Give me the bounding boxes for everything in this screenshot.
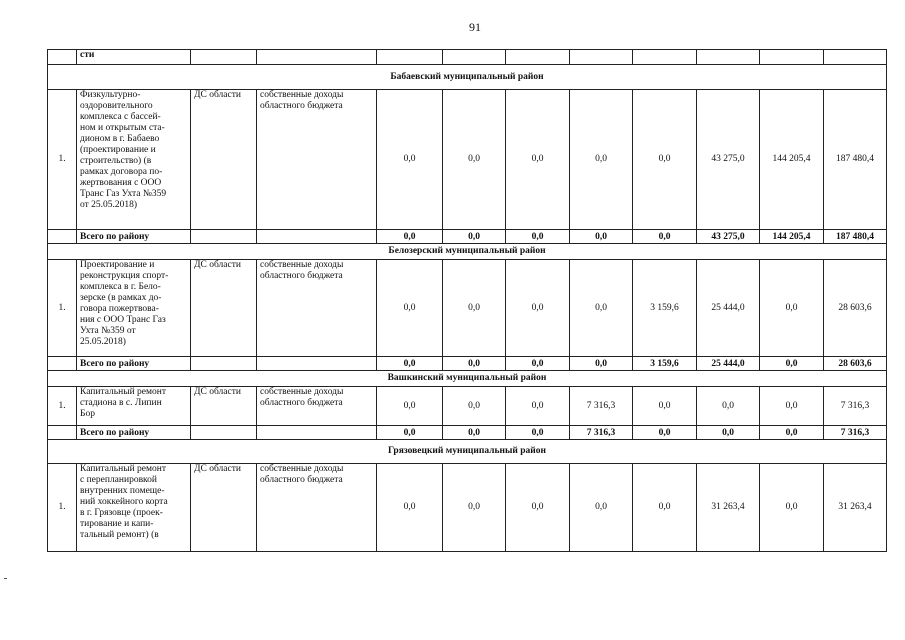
object-name-line: Ухта №359 от bbox=[80, 326, 136, 336]
value-cell: 187 480,4 bbox=[824, 90, 887, 230]
object-name-line: с перепланировкой bbox=[80, 475, 158, 485]
section-title: Белозерский муниципальный район bbox=[48, 244, 887, 260]
customer: ДС области bbox=[191, 260, 257, 357]
funding-source: собственные доходы областного бюджета bbox=[257, 464, 377, 552]
value-cell: 7 316,3 bbox=[824, 387, 887, 426]
value-cell: 0,0 bbox=[760, 387, 824, 426]
table-row bbox=[48, 464, 887, 552]
object-name-line: стадиона в с. Липин bbox=[80, 398, 162, 408]
section-title: Грязовецкий муниципальный район bbox=[48, 440, 887, 464]
value-cell: 7 316,3 bbox=[570, 387, 633, 426]
total-value: 0,0 bbox=[506, 426, 570, 440]
total-value: 0,0 bbox=[443, 426, 506, 440]
total-value: 0,0 bbox=[506, 230, 570, 244]
object-name-line: ном и открытым ста- bbox=[80, 123, 165, 133]
section-header-row bbox=[48, 244, 887, 260]
total-value: 0,0 bbox=[443, 230, 506, 244]
object-name-line: говора пожертвова- bbox=[80, 304, 159, 314]
object-name-line: зерске (в рамках до- bbox=[80, 293, 162, 303]
object-name-line: строительство) (в bbox=[80, 156, 152, 166]
scan-mark bbox=[4, 578, 7, 579]
object-name-line: комплекса с бассей- bbox=[80, 112, 161, 122]
total-value: 43 275,0 bbox=[697, 230, 760, 244]
row-number: 1. bbox=[48, 387, 77, 426]
continuation-row bbox=[48, 50, 887, 65]
section-header-row bbox=[48, 440, 887, 464]
table-row bbox=[48, 387, 887, 426]
object-name bbox=[77, 260, 191, 357]
customer: ДС области bbox=[191, 387, 257, 426]
total-value: 3 159,6 bbox=[633, 357, 697, 371]
total-row bbox=[48, 230, 887, 244]
value-cell: 0,0 bbox=[633, 387, 697, 426]
value-cell: 0,0 bbox=[377, 260, 443, 357]
value-cell: 0,0 bbox=[377, 387, 443, 426]
object-name-line: Физкультурно- bbox=[80, 90, 141, 100]
object-name-line: Проектирование и bbox=[80, 260, 155, 270]
total-value: 7 316,3 bbox=[824, 426, 887, 440]
value-cell: 0,0 bbox=[443, 464, 506, 552]
object-name-line: (проектирование и bbox=[80, 145, 156, 155]
section-header-row bbox=[48, 371, 887, 387]
value-cell: 31 263,4 bbox=[824, 464, 887, 552]
customer: ДС области bbox=[191, 464, 257, 552]
value-cell: 25 444,0 bbox=[697, 260, 760, 357]
object-name-line: тальный ремонт) (в bbox=[80, 530, 159, 540]
object-name-line: комплекса в г. Бело- bbox=[80, 282, 161, 292]
row-number: 1. bbox=[48, 464, 77, 552]
value-cell: 0,0 bbox=[697, 387, 760, 426]
total-value: 0,0 bbox=[633, 426, 697, 440]
value-cell: 0,0 bbox=[377, 90, 443, 230]
total-label: Всего по району bbox=[77, 230, 191, 244]
table-row bbox=[48, 260, 887, 357]
total-value: 0,0 bbox=[506, 357, 570, 371]
total-label: Всего по району bbox=[77, 357, 191, 371]
object-name-line: тирование и капи- bbox=[80, 519, 154, 529]
object-name-line: в г. Грязовце (проек- bbox=[80, 508, 163, 518]
object-name-line: дионом в г. Бабаево bbox=[80, 134, 160, 144]
object-name-line: ний хоккейного корта bbox=[80, 497, 168, 507]
value-cell: 0,0 bbox=[443, 90, 506, 230]
object-name-line: Капитальный ремонт bbox=[80, 387, 167, 397]
object-name-line: от 25.05.2018) bbox=[80, 200, 138, 210]
value-cell: 31 263,4 bbox=[697, 464, 760, 552]
object-name-line: рамках договора по- bbox=[80, 167, 163, 177]
value-cell: 3 159,6 bbox=[633, 260, 697, 357]
total-value: 0,0 bbox=[570, 230, 633, 244]
total-row bbox=[48, 426, 887, 440]
value-cell: 0,0 bbox=[570, 90, 633, 230]
value-cell: 144 205,4 bbox=[760, 90, 824, 230]
object-name-line: Транс Газ Ухта №359 bbox=[80, 189, 167, 199]
total-value: 187 480,4 bbox=[824, 230, 887, 244]
object-name bbox=[77, 90, 191, 230]
total-label: Всего по району bbox=[77, 426, 191, 440]
total-value: 0,0 bbox=[377, 357, 443, 371]
total-value: 144 205,4 bbox=[760, 230, 824, 244]
total-value: 25 444,0 bbox=[697, 357, 760, 371]
value-cell: 28 603,6 bbox=[824, 260, 887, 357]
funding-source: собственные доходы областного бюджета bbox=[257, 90, 377, 230]
object-name bbox=[77, 387, 191, 426]
value-cell: 0,0 bbox=[443, 260, 506, 357]
value-cell: 0,0 bbox=[633, 464, 697, 552]
value-cell: 0,0 bbox=[506, 260, 570, 357]
total-row bbox=[48, 357, 887, 371]
funding-source: собственные доходы областного бюджета bbox=[257, 387, 377, 426]
continuation-text: сти bbox=[77, 50, 191, 65]
value-cell: 0,0 bbox=[377, 464, 443, 552]
object-name-line: ния с ООО Транс Газ bbox=[80, 315, 166, 325]
value-cell: 0,0 bbox=[506, 387, 570, 426]
total-value: 0,0 bbox=[633, 230, 697, 244]
total-value: 0,0 bbox=[377, 426, 443, 440]
object-name-line: оздоровительного bbox=[80, 101, 153, 111]
total-value: 7 316,3 bbox=[570, 426, 633, 440]
value-cell: 0,0 bbox=[506, 464, 570, 552]
object-name-line: 25.05.2018) bbox=[80, 337, 126, 347]
row-number: 1. bbox=[48, 260, 77, 357]
total-value: 0,0 bbox=[570, 357, 633, 371]
table-row bbox=[48, 90, 887, 230]
funding-source: собственные доходы областного бюджета bbox=[257, 260, 377, 357]
section-header-row bbox=[48, 65, 887, 90]
value-cell: 0,0 bbox=[443, 387, 506, 426]
value-cell: 0,0 bbox=[633, 90, 697, 230]
total-value: 0,0 bbox=[443, 357, 506, 371]
object-name-line: Капитальный ремонт bbox=[80, 464, 167, 474]
value-cell: 0,0 bbox=[570, 260, 633, 357]
object-name bbox=[77, 464, 191, 552]
section-title: Бабаевский муниципальный район bbox=[48, 65, 887, 90]
object-name-line: жертвования с ООО bbox=[80, 178, 162, 188]
object-name-line: реконструкция спорт- bbox=[80, 271, 169, 281]
budget-table bbox=[47, 49, 887, 552]
row-number: 1. bbox=[48, 90, 77, 230]
total-value: 0,0 bbox=[760, 426, 824, 440]
object-name-line: Бор bbox=[80, 409, 95, 419]
total-value: 28 603,6 bbox=[824, 357, 887, 371]
total-value: 0,0 bbox=[697, 426, 760, 440]
value-cell: 0,0 bbox=[760, 464, 824, 552]
value-cell: 43 275,0 bbox=[697, 90, 760, 230]
page-number: 91 bbox=[469, 20, 481, 34]
total-value: 0,0 bbox=[377, 230, 443, 244]
object-name-line: внутренних помеще- bbox=[80, 486, 165, 496]
value-cell: 0,0 bbox=[760, 260, 824, 357]
value-cell: 0,0 bbox=[506, 90, 570, 230]
value-cell: 0,0 bbox=[570, 464, 633, 552]
total-value: 0,0 bbox=[760, 357, 824, 371]
customer: ДС области bbox=[191, 90, 257, 230]
section-title: Вашкинский муниципальный район bbox=[48, 371, 887, 387]
